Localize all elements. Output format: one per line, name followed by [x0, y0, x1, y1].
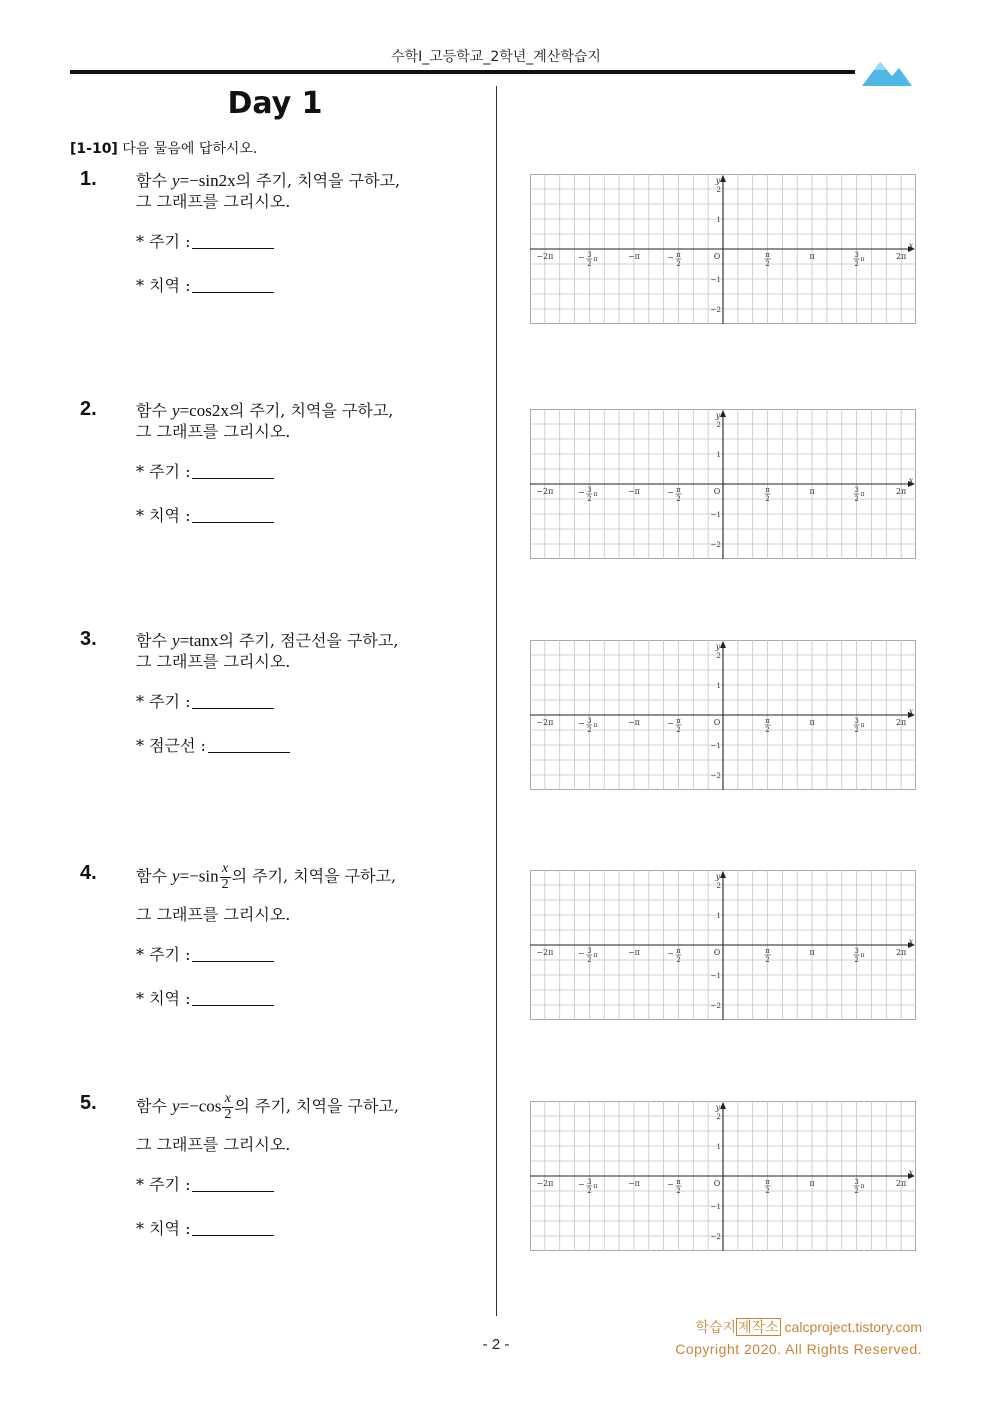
- period-blank[interactable]: [192, 234, 274, 249]
- x-tick-label: [628, 252, 640, 261]
- problem-3: [70, 628, 490, 828]
- svg-text:3: 3: [854, 717, 859, 725]
- graph-grid-5[interactable]: [530, 1101, 916, 1251]
- y-tick-label: −1: [710, 511, 721, 519]
- y-tick-label: 2: [716, 186, 721, 194]
- period-field: * 주기 :: [136, 689, 274, 712]
- svg-text:3: 3: [854, 486, 859, 494]
- svg-text:−2π: −2π: [536, 718, 554, 727]
- x-tick-label: [809, 718, 814, 727]
- svg-text:π: π: [860, 491, 865, 498]
- svg-text:3: 3: [587, 486, 592, 494]
- x-axis-label: x: [908, 707, 914, 716]
- x-tick-label: [896, 252, 906, 261]
- svg-text:π: π: [809, 252, 815, 261]
- y-tick-label: 1: [716, 1143, 721, 1151]
- svg-text:−π: −π: [627, 718, 640, 727]
- y-tick-label: −1: [710, 1203, 721, 1211]
- period-field: * 주기 :: [136, 942, 274, 965]
- x-tick-label: [809, 948, 814, 957]
- svg-text:π: π: [593, 722, 598, 729]
- x-tick-label: [714, 718, 721, 727]
- page-number: - 2 -: [482, 1336, 510, 1353]
- problem-statement: 함수 y=cos2x의 주기, 치역을 구하고,: [136, 401, 394, 420]
- x-tick-label: [536, 718, 553, 727]
- asymptote-blank[interactable]: [208, 738, 290, 753]
- svg-text:O: O: [713, 252, 721, 261]
- svg-text:2: 2: [765, 495, 770, 503]
- svg-text:3: 3: [854, 947, 859, 955]
- x-tick-label: [536, 487, 553, 496]
- x-tick-label: [714, 948, 721, 957]
- svg-text:2: 2: [676, 495, 681, 503]
- problem-line2: 그 그래프를 그리시오.: [136, 1135, 291, 1154]
- x-tick-label: [536, 1179, 553, 1188]
- x-tick-label: [628, 718, 640, 727]
- svg-text:2: 2: [765, 726, 770, 734]
- y-axis-label: y: [715, 1103, 721, 1112]
- svg-text:2: 2: [854, 495, 859, 503]
- svg-text:π: π: [593, 491, 598, 498]
- problem-statement: 함수 y=−sin2x의 주기, 치역을 구하고,: [136, 171, 401, 190]
- svg-text:2: 2: [854, 260, 859, 268]
- svg-text:−π: −π: [627, 1179, 640, 1188]
- svg-text:π: π: [860, 952, 865, 959]
- period-blank[interactable]: [192, 1177, 274, 1192]
- instructions: [70, 138, 257, 158]
- x-tick-label: [536, 252, 553, 261]
- svg-text:−: −: [667, 949, 674, 958]
- svg-text:π: π: [593, 256, 598, 263]
- x-tick-label: [628, 487, 640, 496]
- svg-text:−2π: −2π: [536, 1179, 554, 1188]
- svg-text:2: 2: [676, 260, 681, 268]
- y-tick-label: −1: [710, 276, 721, 284]
- svg-text:O: O: [713, 948, 721, 957]
- y-tick-label: −2: [710, 306, 721, 314]
- svg-text:π: π: [593, 1183, 598, 1190]
- y-tick-label: 1: [716, 451, 721, 459]
- y-tick-label: −2: [710, 772, 721, 780]
- x-tick-label: [714, 487, 721, 496]
- y-tick-label: −2: [710, 1002, 721, 1010]
- svg-text:π: π: [860, 722, 865, 729]
- x-tick-label: [765, 717, 771, 734]
- svg-text:−: −: [578, 1180, 585, 1189]
- y-tick-label: 1: [716, 682, 721, 690]
- footer-copyright: Copyright 2020. All Rights Reserved.: [675, 1341, 922, 1357]
- svg-text:O: O: [713, 1179, 721, 1188]
- x-tick-label: [714, 252, 721, 261]
- x-tick-label: [628, 1179, 640, 1188]
- svg-text:−: −: [578, 488, 585, 497]
- svg-text:π: π: [809, 1179, 815, 1188]
- svg-text:2: 2: [854, 726, 859, 734]
- svg-text:−: −: [667, 253, 674, 262]
- range-blank[interactable]: [192, 991, 274, 1006]
- x-tick-label: [896, 948, 906, 957]
- column-divider: [496, 86, 497, 1316]
- svg-text:−: −: [667, 1180, 674, 1189]
- problem-number: 1.: [80, 168, 97, 190]
- footer-brand: [696, 1317, 923, 1337]
- svg-text:π: π: [860, 1183, 865, 1190]
- svg-text:π: π: [676, 717, 681, 725]
- range-field: * 치역 :: [136, 273, 274, 296]
- y-axis-label: y: [715, 872, 721, 881]
- svg-text:O: O: [713, 487, 721, 496]
- problem-line2: 그 그래프를 그리시오.: [136, 422, 291, 441]
- svg-text:−: −: [578, 253, 585, 262]
- y-tick-label: 2: [716, 421, 721, 429]
- y-tick-label: −1: [710, 742, 721, 750]
- svg-text:2: 2: [676, 956, 681, 964]
- instruction-range: [1-10]: [70, 141, 118, 157]
- y-tick-label: 1: [716, 216, 721, 224]
- x-axis-label: x: [908, 241, 914, 250]
- svg-text:3: 3: [854, 251, 859, 259]
- svg-text:−π: −π: [627, 252, 640, 261]
- svg-text:π: π: [765, 947, 770, 955]
- problem-4: [70, 862, 490, 1062]
- svg-text:2: 2: [854, 956, 859, 964]
- instruction-text: 다음 물음에 답하시오.: [122, 141, 258, 157]
- x-tick-label: [765, 251, 771, 268]
- problem-line2: 그 그래프를 그리시오.: [136, 652, 291, 671]
- svg-text:−: −: [667, 488, 674, 497]
- svg-text:−2π: −2π: [536, 252, 554, 261]
- problem-number: 4.: [80, 862, 97, 884]
- svg-text:π: π: [676, 251, 681, 259]
- svg-text:2: 2: [587, 495, 592, 503]
- y-tick-label: −2: [710, 1233, 721, 1241]
- mountain-logo-icon: [862, 58, 912, 86]
- period-field: * 주기 :: [136, 229, 274, 252]
- svg-text:2: 2: [676, 1187, 681, 1195]
- day-title: Day 1: [227, 86, 323, 121]
- x-tick-label: [896, 718, 906, 727]
- y-tick-label: 2: [716, 652, 721, 660]
- y-axis-label: y: [715, 642, 721, 651]
- svg-text:2π: 2π: [895, 1179, 907, 1188]
- x-axis-label: x: [908, 937, 914, 946]
- y-tick-label: −2: [710, 541, 721, 549]
- x-tick-label: [896, 1179, 906, 1188]
- svg-text:π: π: [765, 486, 770, 494]
- period-blank[interactable]: [192, 464, 274, 479]
- svg-text:π: π: [676, 947, 681, 955]
- y-tick-label: 2: [716, 882, 721, 890]
- problem-number: 5.: [80, 1092, 97, 1114]
- footer-brand-b: 제작소: [738, 1319, 779, 1335]
- svg-text:2: 2: [587, 1187, 592, 1195]
- problem-2: [70, 398, 490, 598]
- problem-line2: 그 그래프를 그리시오.: [136, 192, 291, 211]
- asymptote-field: * 점근선 :: [136, 733, 290, 756]
- problem-number: 3.: [80, 628, 97, 650]
- svg-text:π: π: [809, 948, 815, 957]
- range-blank[interactable]: [192, 278, 274, 293]
- range-field: * 치역 :: [136, 1216, 274, 1239]
- x-axis-label: x: [908, 1168, 914, 1177]
- x-tick-label: [628, 948, 640, 957]
- period-blank[interactable]: [192, 947, 274, 962]
- svg-text:2: 2: [587, 956, 592, 964]
- svg-text:2π: 2π: [895, 252, 907, 261]
- svg-text:O: O: [713, 718, 721, 727]
- x-tick-label: [809, 1179, 814, 1188]
- problem-5: [70, 1092, 490, 1292]
- svg-text:π: π: [676, 486, 681, 494]
- problem-line2: 그 그래프를 그리시오.: [136, 905, 291, 924]
- svg-text:π: π: [765, 1178, 770, 1186]
- y-axis-label: y: [715, 176, 721, 185]
- svg-text:−π: −π: [627, 487, 640, 496]
- svg-text:π: π: [676, 1178, 681, 1186]
- problem-number: 2.: [80, 398, 97, 420]
- y-tick-label: 2: [716, 1113, 721, 1121]
- footer-brand-a: 학습지: [695, 1319, 737, 1335]
- problem-1: [70, 168, 490, 368]
- problem-statement: 함수 y=−sin $\frac{x}{2}$ 의 주기, 치역을 구하고,: [136, 861, 397, 892]
- graph-grid-2[interactable]: [530, 409, 916, 559]
- y-tick-label: −1: [710, 972, 721, 980]
- x-axis-label: x: [908, 476, 914, 485]
- svg-text:3: 3: [587, 251, 592, 259]
- y-tick-label: 1: [716, 912, 721, 920]
- footer-url[interactable]: calcproject.tistory.com: [784, 1319, 922, 1335]
- graph-grid-1[interactable]: [530, 174, 916, 324]
- x-tick-label: [765, 1178, 771, 1195]
- svg-text:π: π: [809, 718, 815, 727]
- svg-text:−: −: [578, 949, 585, 958]
- period-field: * 주기 :: [136, 1172, 274, 1195]
- svg-text:π: π: [765, 717, 770, 725]
- problem-statement: 함수 y=tanx의 주기, 점근선을 구하고,: [136, 631, 399, 650]
- range-blank[interactable]: [192, 1221, 274, 1236]
- x-tick-label: [536, 948, 553, 957]
- x-tick-label: [809, 252, 814, 261]
- range-field: * 치역 :: [136, 503, 274, 526]
- range-blank[interactable]: [192, 508, 274, 523]
- svg-text:2: 2: [854, 1187, 859, 1195]
- period-field: * 주기 :: [136, 459, 274, 482]
- svg-text:2: 2: [587, 260, 592, 268]
- svg-text:π: π: [765, 251, 770, 259]
- svg-text:−2π: −2π: [536, 487, 554, 496]
- svg-text:3: 3: [587, 1178, 592, 1186]
- svg-text:−: −: [578, 719, 585, 728]
- svg-text:2: 2: [765, 1187, 770, 1195]
- period-blank[interactable]: [192, 694, 274, 709]
- svg-text:−: −: [667, 719, 674, 728]
- svg-text:2: 2: [587, 726, 592, 734]
- svg-text:2π: 2π: [895, 718, 907, 727]
- problem-statement: 함수 y=−cos $\frac{x}{2}$ 의 주기, 치역을 구하고,: [136, 1091, 399, 1122]
- graph-grid-4[interactable]: [530, 870, 916, 1020]
- svg-text:2: 2: [765, 260, 770, 268]
- x-tick-label: [765, 947, 771, 964]
- x-tick-label: [809, 487, 814, 496]
- svg-text:π: π: [860, 256, 865, 263]
- svg-text:3: 3: [854, 1178, 859, 1186]
- range-field: * 치역 :: [136, 986, 274, 1009]
- header-rule: [70, 70, 855, 74]
- header-title: 수학I_고등학교_2학년_계산학습지: [391, 49, 601, 65]
- svg-text:2: 2: [676, 726, 681, 734]
- svg-text:π: π: [593, 952, 598, 959]
- svg-text:π: π: [809, 487, 815, 496]
- x-tick-label: [896, 487, 906, 496]
- svg-text:3: 3: [587, 947, 592, 955]
- x-tick-label: [765, 486, 771, 503]
- x-tick-label: [714, 1179, 721, 1188]
- svg-text:2: 2: [765, 956, 770, 964]
- y-axis-label: y: [715, 411, 721, 420]
- svg-text:2π: 2π: [895, 948, 907, 957]
- svg-text:3: 3: [587, 717, 592, 725]
- svg-text:2π: 2π: [895, 487, 907, 496]
- graph-grid-3[interactable]: [530, 640, 916, 790]
- svg-text:−π: −π: [627, 948, 640, 957]
- svg-text:−2π: −2π: [536, 948, 554, 957]
